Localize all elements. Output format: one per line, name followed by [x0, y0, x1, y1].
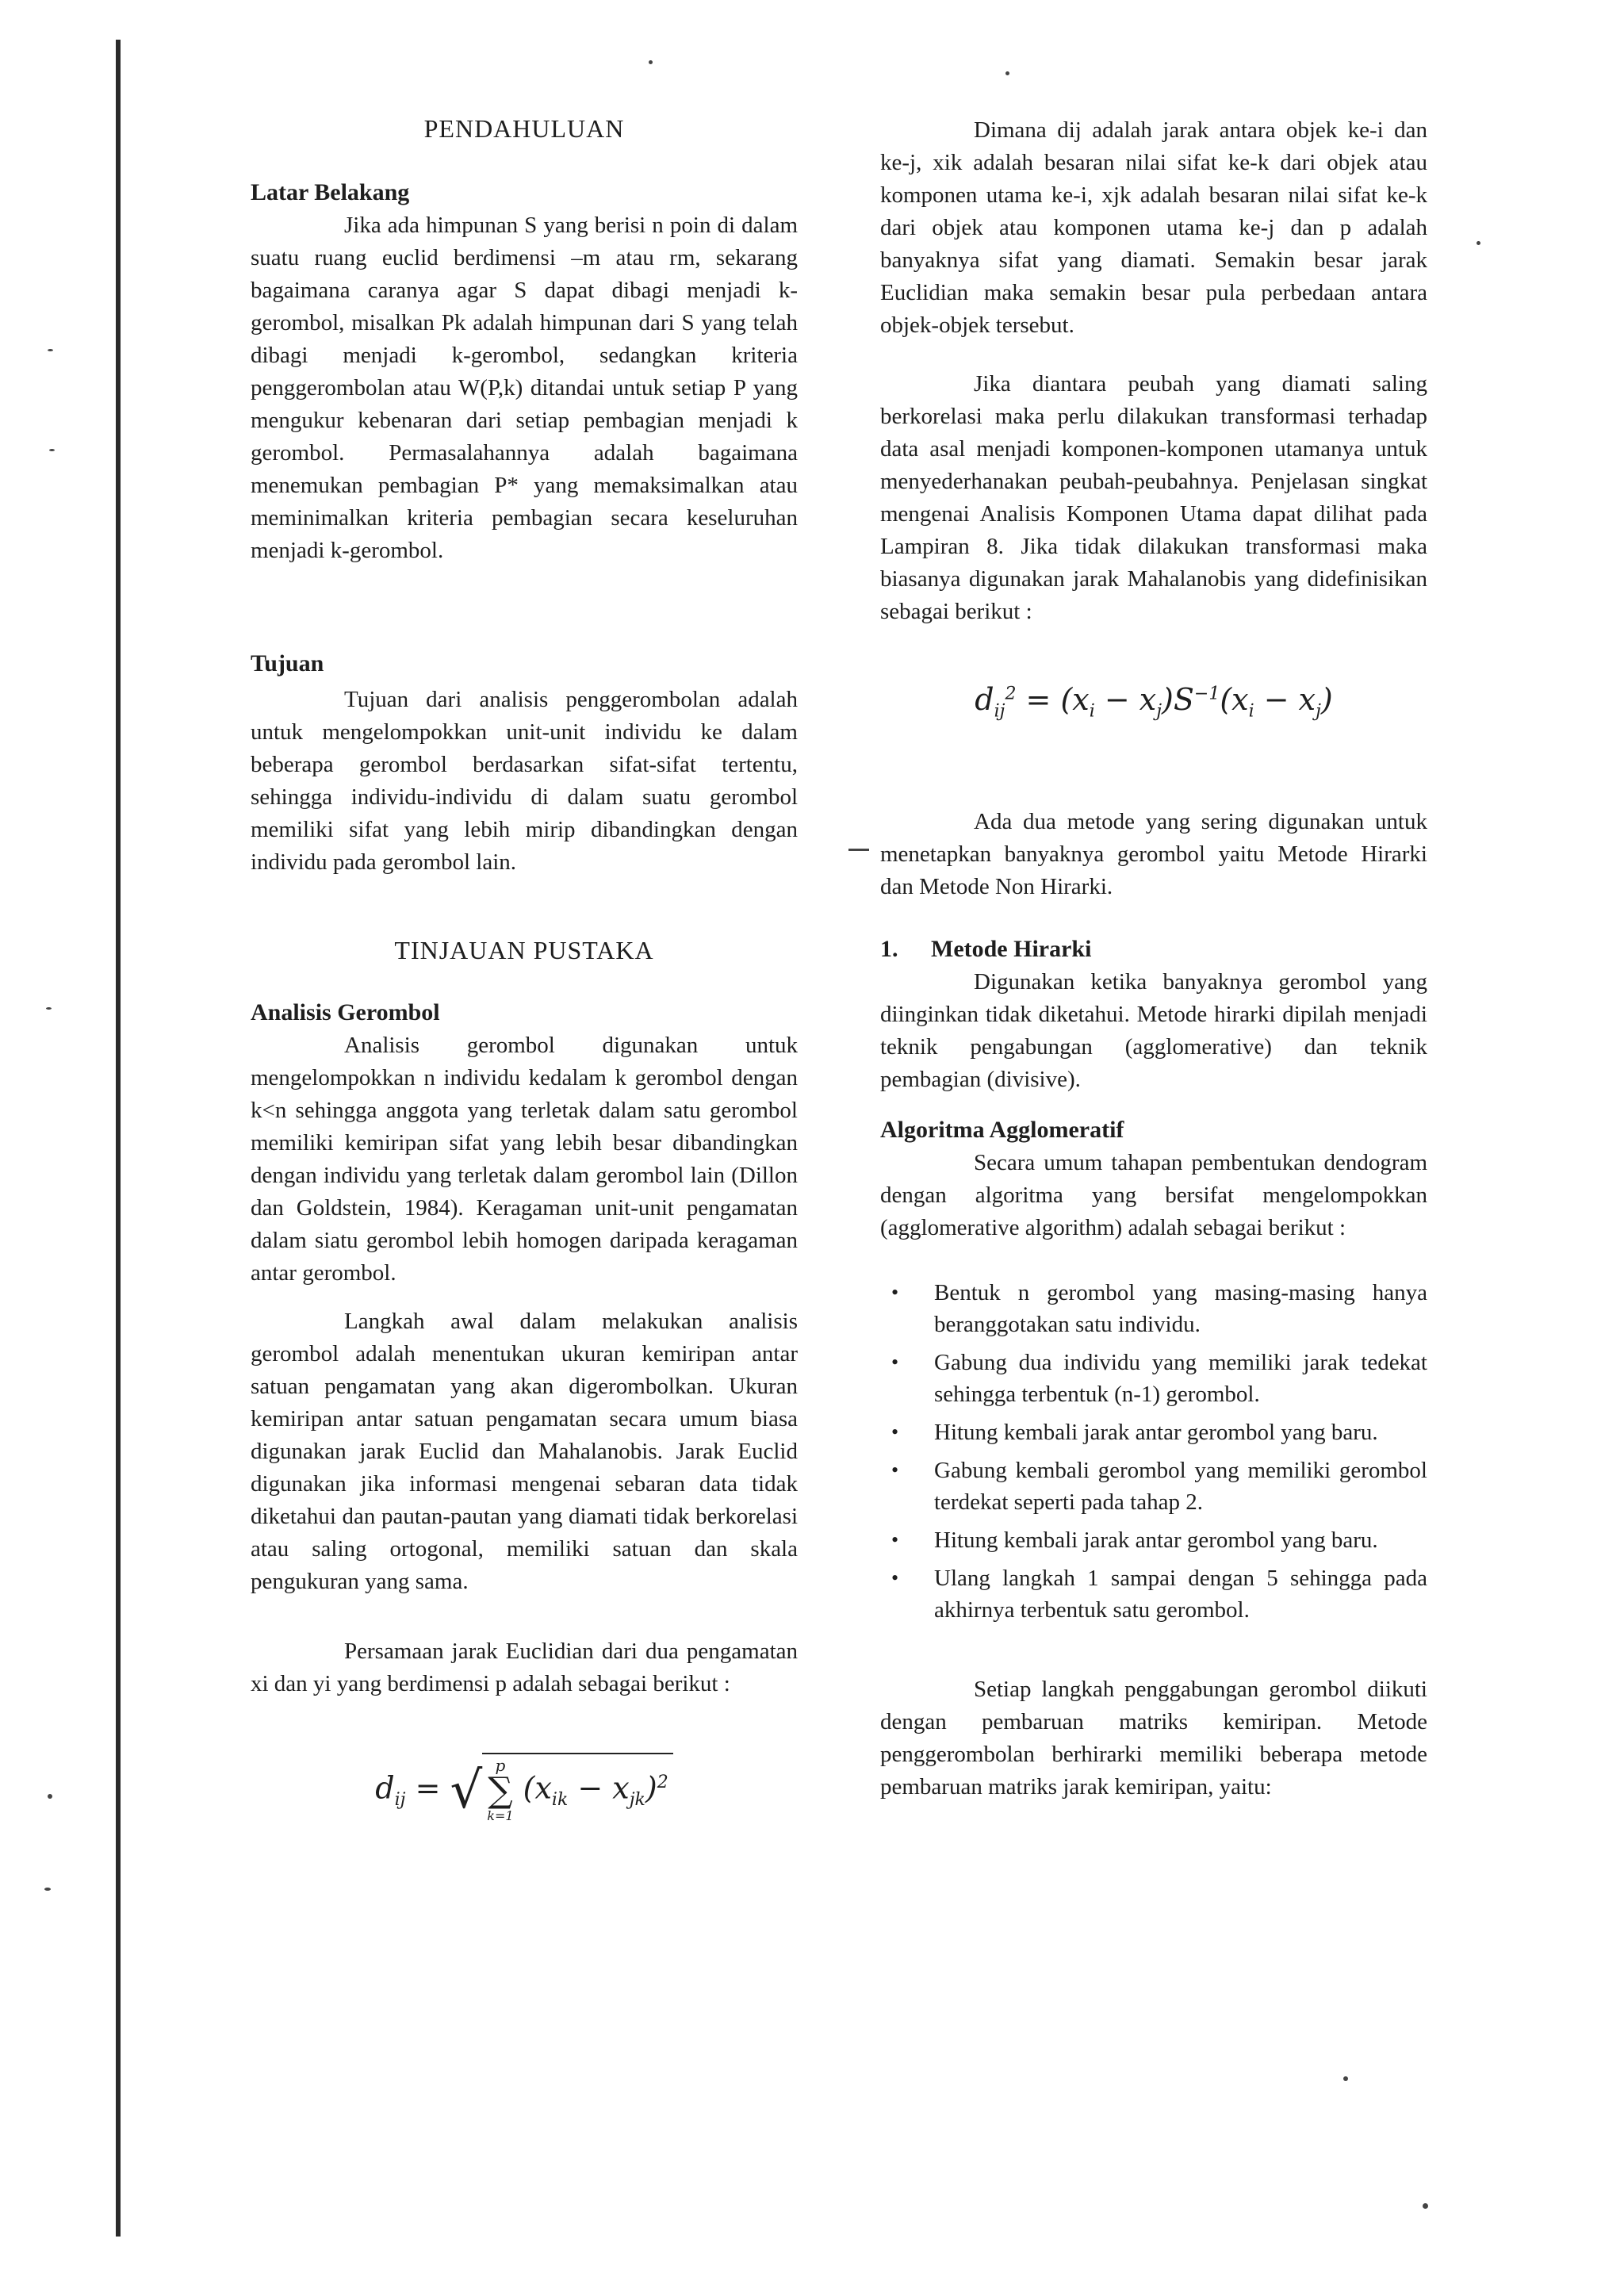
list-item: • Gabung dua individu yang memiliki jarak tedekat sehingga terbentuk (n-1) gerombol. — [880, 1347, 1427, 1410]
scan-speck — [1343, 2076, 1348, 2081]
summation: p ∑ k=1 — [487, 1756, 514, 1823]
paragraph-persamaan-euclid: Persamaan jarak Euclidian dari dua pengamatan xi dan yi yang berdimensi p adalah sebagai berikut : — [251, 1639, 798, 1696]
equation-euclid-distance: $d_{ij}$ = √ p ∑ k=1 $(x_{ik} - x_{jk})^2$ — [251, 1753, 798, 1848]
bullet-icon: • — [891, 1420, 899, 1443]
paragraph-analisis-gerombol: Analisis gerombol digunakan untuk mengelompokkan n individu kedalam k gerombol dengan k<n sehingga anggota yang terletak dalam satu gerombol memiliki kemiripan sifat yang lebih besar dibandingkan dengan individu yang terletak dalam gerombol lain (Dillon dan Goldstein, 1984). Keragaman unit-unit pengamatan dalam siatu gerombol lebih homogen daripada keragaman antar gerombol. — [251, 1033, 798, 1286]
scan-speck — [44, 1888, 51, 1891]
subheading-algoritma-agglomeratif: Algoritma Agglomeratif — [880, 1117, 1124, 1143]
list-item: • Hitung kembali jarak antar gerombol yang baru. — [880, 1416, 1427, 1448]
list-item: • Gabung kembali gerombol yang memiliki gerombol terdekat seperti pada tahap 2. — [880, 1455, 1427, 1518]
subheading-metode-hirarki — [880, 936, 1427, 963]
section-heading-pendahuluan: PENDAHULUAN — [423, 114, 625, 143]
bullet-icon: • — [891, 1281, 899, 1304]
algorithm-steps-list — [880, 1277, 1427, 1626]
sum-lower-limit: k=1 — [487, 1808, 514, 1823]
scan-speck — [49, 449, 55, 451]
scan-page-edge — [116, 40, 121, 2237]
list-item: • Hitung kembali jarak antar gerombol yang baru. — [880, 1524, 1427, 1556]
subheading-metode-hirarki-label: Metode Hirarki — [931, 936, 1092, 962]
eq-exponent: 2 — [657, 1772, 668, 1792]
bullet-icon: • — [891, 1351, 899, 1374]
eq-d: d — [375, 1770, 395, 1806]
list-number: 1. — [880, 936, 898, 962]
sqrt-symbol: √ — [450, 1761, 483, 1820]
scan-speck — [1423, 2203, 1428, 2209]
paragraph-dimana: Dimana dij adalah jarak antara objek ke-i dan ke-j, xik adalah besaran nilai sifat ke-k dari objek atau komponen utama ke-i, xjk adalah besaran nilai sifat ke-k dari objek atau komponen utama ke-j dan p adalah banyaknya sifat yang diamati. Semakin besar jarak Euclidian maka semakin besar pula perbedaan antara objek-objek tersebut. — [880, 117, 1427, 338]
paragraph-langkah-awal: Langkah awal dalam melakukan analisis gerombol adalah menentukan ukuran kemiripan antar satuan pengamatan yang akan digerombolkan. Ukuran kemiripan antar satuan pengamatan secara umum biasa digunakan jarak Euclid dan Mahalanobis. Jarak Euclid digunakan jika informasi mengenai sebaran data tidak diketahui dan pautan-pautan yang diamati tidak berkorelasi atau saling ortogonal, memiliki satuan dan skala pengukuran yang sama. — [251, 1309, 798, 1594]
section-heading-tinjauan-pustaka: TINJAUAN PUSTAKA — [394, 936, 654, 964]
scan-speck — [48, 349, 53, 351]
subheading-analisis-gerombol: Analisis Gerombol — [251, 999, 440, 1025]
bullet-icon: • — [891, 1566, 899, 1589]
subheading-tujuan: Tujuan — [251, 650, 324, 677]
scan-speck — [46, 1007, 52, 1010]
scan-speck — [1477, 241, 1480, 245]
sqrt-radicand: p ∑ k=1 $(x_{ik} - x_{jk})^2$ — [482, 1753, 672, 1824]
paragraph-metode-hirarki: Digunakan ketika banyaknya gerombol yang diinginkan tidak diketahui. Metode hirarki dipilah menjadi teknik pengabungan (agglomerative) dan teknik pembagian (divisive). — [880, 969, 1427, 1092]
list-item: • Bentuk n gerombol yang masing-masing hanya beranggotakan satu individu. — [880, 1277, 1427, 1340]
scan-speck — [848, 849, 869, 851]
paragraph-tujuan: Tujuan dari analisis penggerombolan adalah untuk mengelompokkan unit-unit individu ke dalam beberapa gerombol berdasarkan sifat-sifat tertentu, sehingga individu-individu di dalam suatu gerombol memiliki sifat yang lebih mirip dibandingkan dengan individu pada gerombol lain. — [251, 687, 798, 875]
sum-upper-limit: p — [495, 1756, 506, 1775]
scan-speck — [1005, 71, 1009, 75]
paragraph-setiap-langkah: Setiap langkah penggabungan gerombol diikuti dengan pembaruan matriks kemiripan. Metode penggerombolan berhirarki memiliki beberapa metode pembaruan matriks jarak kemiripan, yaitu: — [880, 1677, 1427, 1800]
bullet-icon: • — [891, 1528, 899, 1551]
subheading-latar-belakang: Latar Belakang — [251, 179, 410, 205]
scan-speck — [649, 60, 653, 64]
bullet-icon: • — [891, 1458, 899, 1481]
scan-speck — [48, 1794, 52, 1799]
paragraph-ada-dua-metode: Ada dua metode yang sering digunakan untuk menetapkan banyaknya gerombol yaitu Metode Hirarki dan Metode Non Hirarki. — [880, 809, 1427, 899]
paragraph-latar-belakang: Jika ada himpunan S yang berisi n poin di dalam suatu ruang euclid berdimensi –m atau rm, sekarang bagaimana caranya agar S dapat dibagi menjadi k-gerombol, misalkan Pk adalah himpunan dari S yang telah dibagi menjadi k-gerombol, sedangkan kriteria penggerombolan atau W(P,k) ditandai untuk setiap P yang mengukur kebenaran dari setiap pembagian menjadi k gerombol. Permasalahannya adalah bagaimana menemukan pembagian P* yang memaksimalkan atau meminimalkan kriteria pembagian secara keseluruhan menjadi k-gerombol. — [251, 213, 798, 563]
paragraph-jika-diantara: Jika diantara peubah yang diamati saling berkorelasi maka perlu dilakukan transformasi terhadap data asal menjadi komponen-komponen utamanya untuk menyederhanakan peubah-peubahnya. Penjelasan singkat mengenai Analisis Komponen Utama dapat dilihat pada Lampiran 8. Jika tidak dilakukan transformasi maka biasanya digunakan jarak Mahalanobis yang didefinisikan sebagai berikut : — [880, 371, 1427, 624]
list-item: • Ulang langkah 1 sampai dengan 5 sehingga pada akhirnya terbentuk satu gerombol. — [880, 1562, 1427, 1626]
eq-d-subscript: ij — [394, 1790, 406, 1811]
paragraph-algoritma: Secara umum tahapan pembentukan dendogram dengan algoritma yang bersifat mengelompokkan (agglomerative algorithm) adalah sebagai berikut : — [880, 1150, 1427, 1240]
equation-mahalanobis-distance: $d_{ij}^2 = (x_i - x_j)S^{-1}(x_i - x_j)$ — [975, 682, 1333, 722]
